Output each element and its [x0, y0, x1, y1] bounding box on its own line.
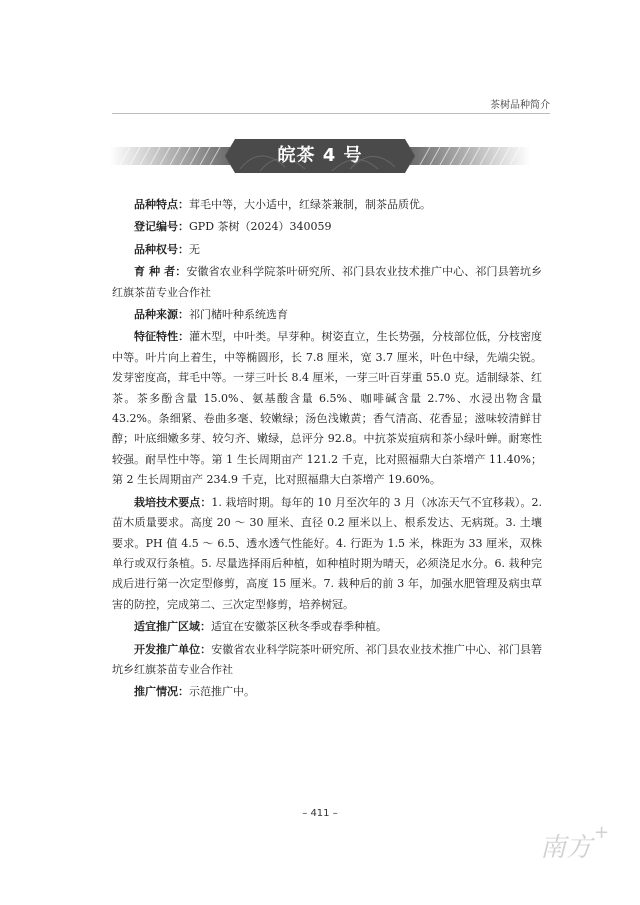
entry-label: 登记编号： — [134, 220, 189, 234]
entry-source — [112, 305, 542, 325]
entry-text: 安徽省农业科学院茶叶研究所、祁门县农业技术推广中心、祁门县箬坑乡红旗茶苗专业合作社 — [112, 265, 542, 299]
entry-text: 适宜在安徽茶区秋冬季或春季种植。 — [211, 620, 387, 634]
entry-text: 安徽省农业科学院茶叶研究所、祁门县农业技术推广中心、祁门县箬坑乡红旗茶苗专业合作社 — [112, 642, 543, 676]
entry-text: GPD 茶树（2024）340059 — [189, 220, 332, 234]
svg-text:+: + — [594, 822, 610, 843]
entry-label: 品种权号： — [134, 242, 189, 256]
entry-text: 无 — [189, 242, 200, 256]
entry-breeder — [112, 262, 542, 303]
variety-description — [112, 195, 542, 705]
entry-label: 育 种 者： — [134, 265, 187, 279]
entry-right-number — [112, 240, 542, 260]
running-header: 茶树品种简介 — [490, 100, 550, 111]
entry-text: 示范推广中。 — [189, 685, 255, 699]
entry-label: 品种来源： — [134, 308, 189, 322]
watermark-logo — [538, 818, 610, 868]
svg-text:南方: 南方 — [540, 833, 593, 863]
entry-characteristics — [112, 327, 542, 490]
entry-label: 栽培技术要点： — [134, 495, 212, 509]
entry-developer — [112, 640, 542, 681]
entry-cultivation — [112, 493, 542, 615]
entry-label: 特征特性： — [134, 330, 190, 344]
entry-status — [112, 682, 542, 702]
entry-text: 茸毛中等，大小适中，红绿茶兼制，制茶品质优。 — [189, 198, 431, 211]
page-number: – 411 – — [302, 808, 338, 819]
entry-label: 开发推广单位： — [134, 642, 212, 656]
entry-text: 祁门槠叶种系统选育 — [189, 308, 288, 322]
entry-region — [112, 617, 542, 637]
header-rule — [112, 113, 550, 114]
entry-label: 品种特点： — [134, 198, 189, 211]
title-band — [110, 139, 530, 173]
entry-text: 灌木型，中叶类。早芽种。树姿直立，生长势强，分枝部位低，分枝密度中等。叶片向上着生，中等椭圆形，长 7.8 厘米，宽 3.7 厘米，叶色中绿，先端尖锐。发芽密度高，茸毛中等。一芽三叶长 8.4 厘米，一芽三叶百芽重 55.0 克。适制绿茶、红茶。茶多酚含量 15.0%、氨基酸含量 6.5%、咖啡碱含量 2.7%、水浸出物含量 43.2%。条细紧、卷曲多毫、较嫩绿；汤色浅嫩黄；香气清高、花香显；滋味较清鲜甘醇；叶底细嫩多芽、较匀齐、嫩绿，总评分 92.8。中抗茶炭疽病和茶小绿叶蝉。耐寒性较强。耐旱性中等。第 1 生长周期亩产 121.2 千克，比对照福鼎大白茶增产 11.40%；第 2 生长周期亩产 234.9 千克，比对照福鼎大白茶增产 19.60%。 — [112, 330, 542, 487]
entry-text: 1. 栽培时期。每年的 10 月至次年的 3 月（冰冻天气不宜移栽）。2. 苗木质量要求。高度 20 ～ 30 厘米、直径 0.2 厘米以上、根系发达、无病斑。3. 土壤要求。PH 值 4.5 ～ 6.5、透水透气性能好。4. 行距为 1.5 米，株距为 33 厘米，双株单行或双行条植。5. 尽量选择雨后种植，如种植时期为晴天，必须浇足水分。6. 栽种完成后进行第一次定型修剪，高度 15 厘米。7. 栽种后的前 3 年，加强水肥管理及病虫草害的防控，完成第二、三次定型修剪，培养树冠。 — [112, 495, 543, 611]
entry-registration — [112, 217, 542, 237]
watermark-logo-mark — [538, 818, 610, 868]
entry-label: 适宜推广区域： — [134, 620, 211, 634]
entry-label: 推广情况： — [134, 685, 189, 699]
entry-traits — [112, 195, 542, 215]
variety-title: 皖茶 4 号 — [277, 145, 363, 166]
